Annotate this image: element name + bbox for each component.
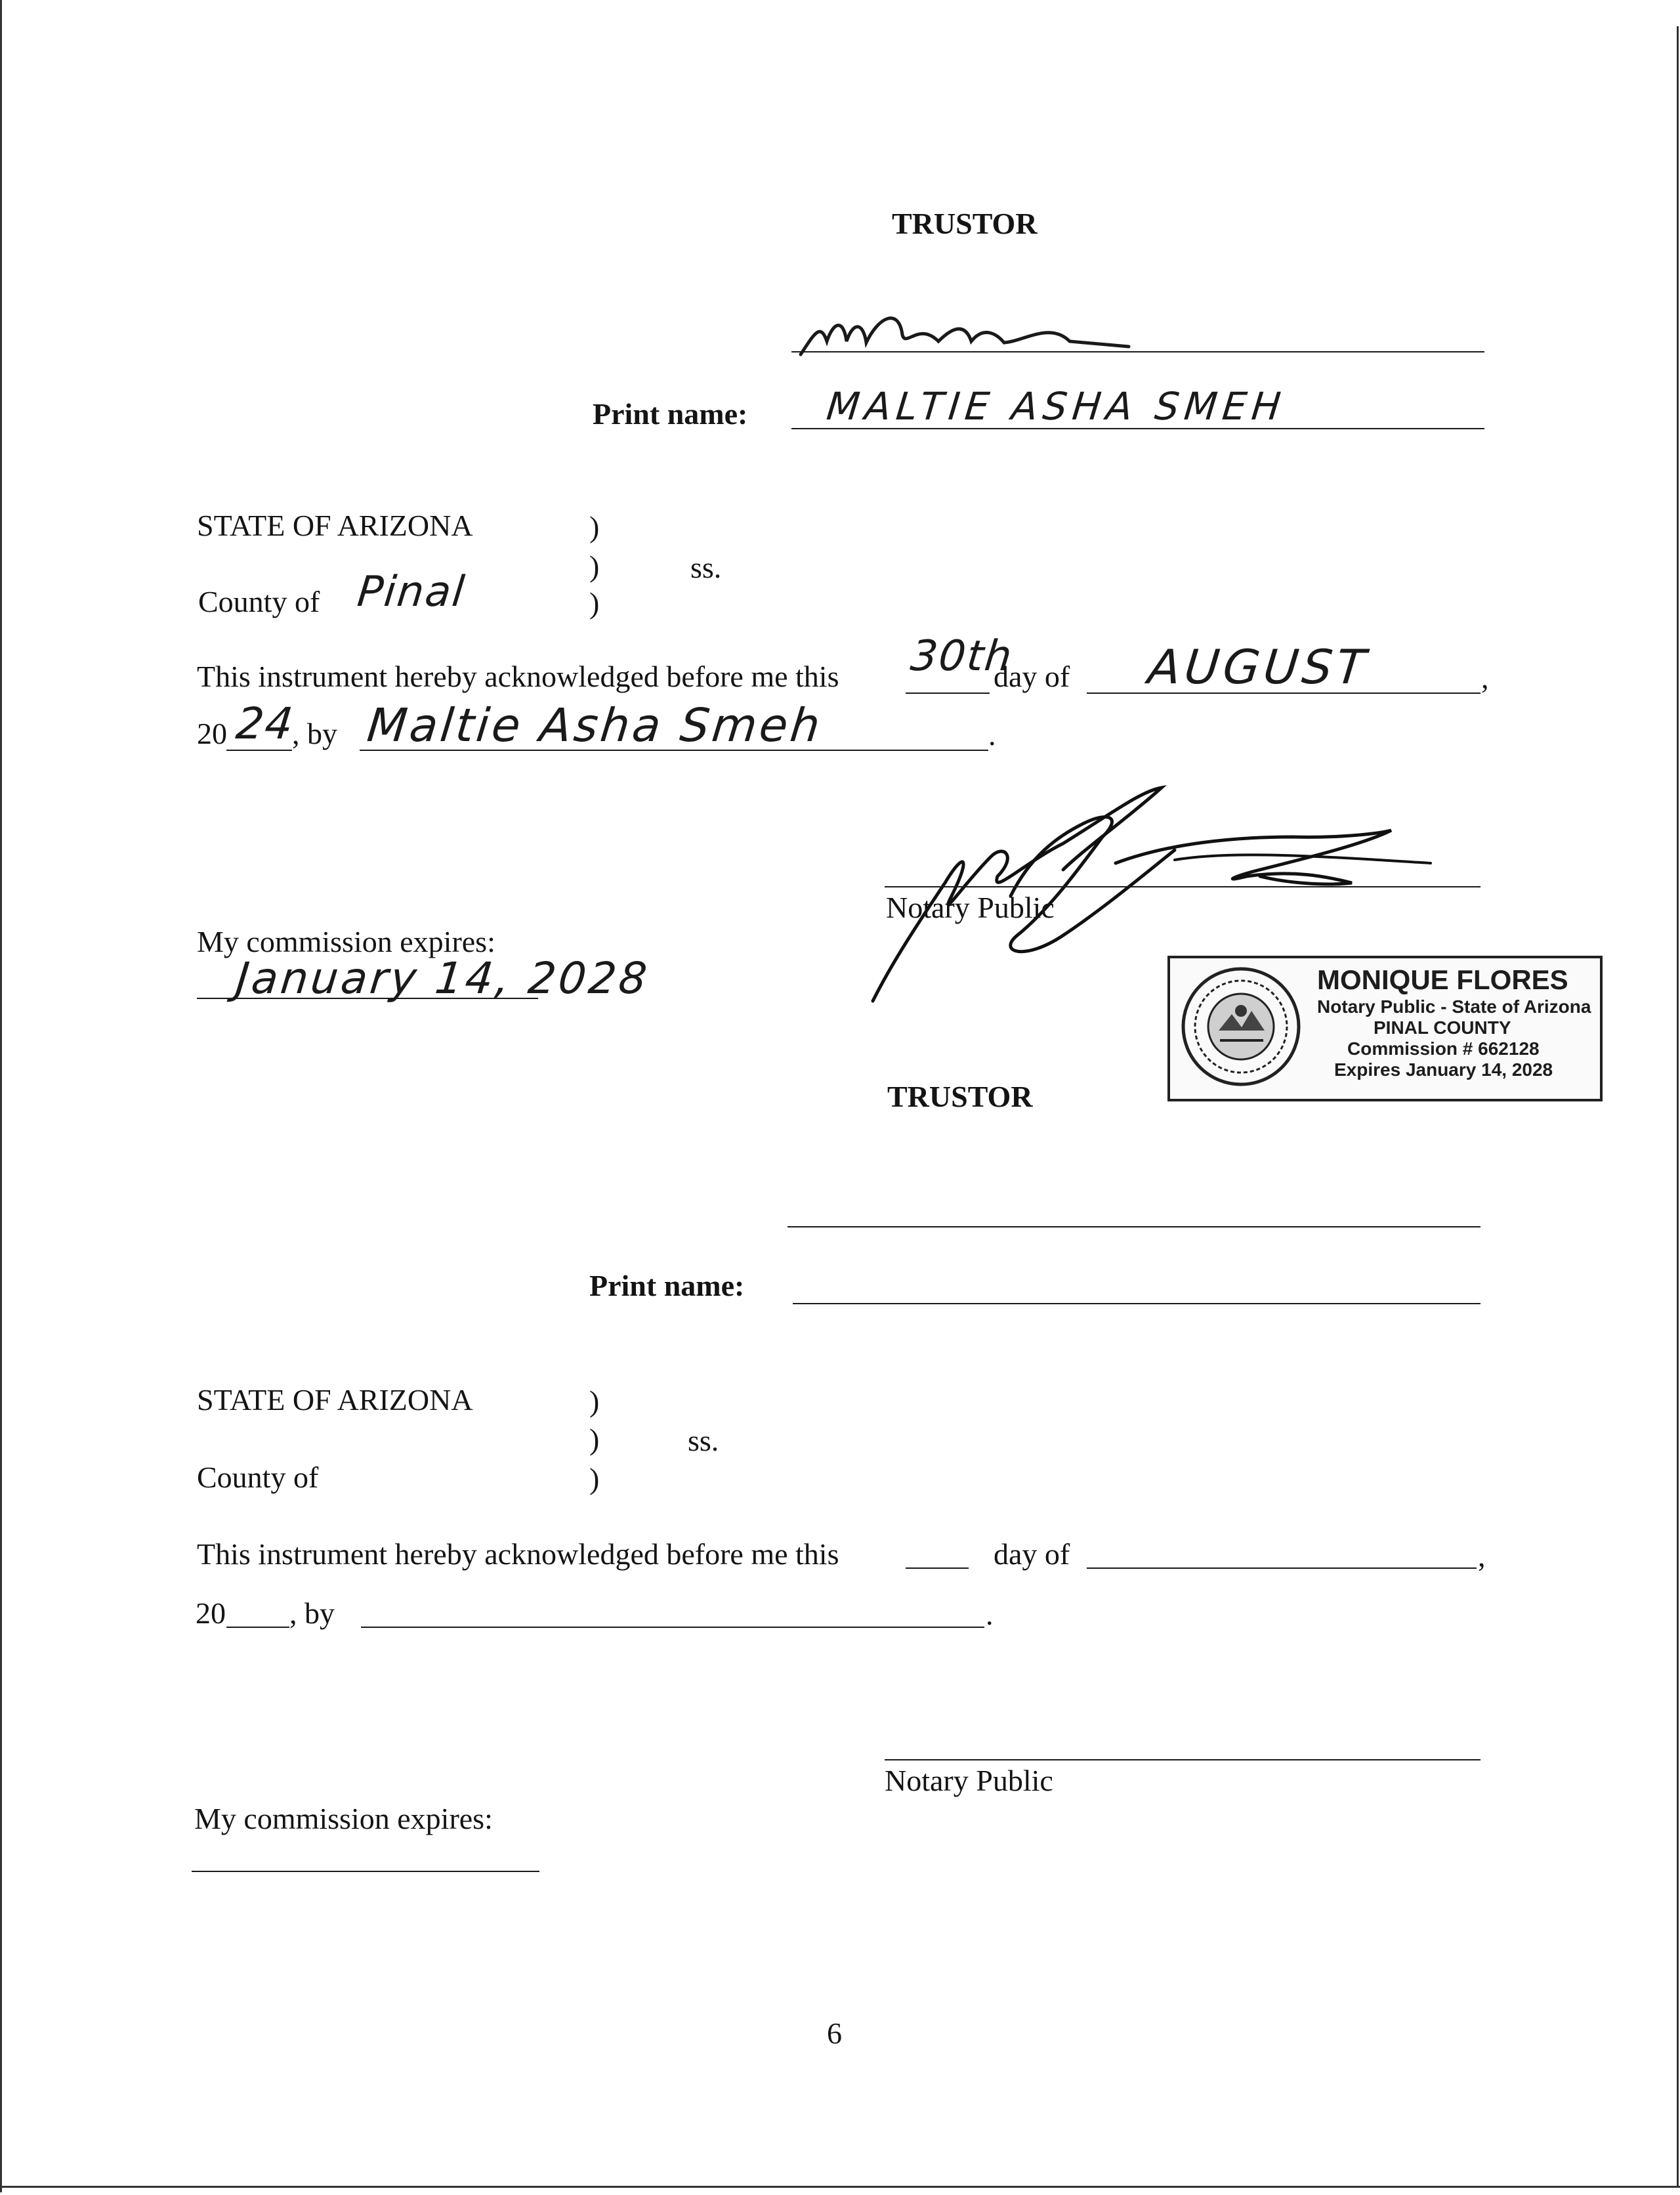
year-line-2 — [226, 1627, 289, 1628]
commission-line — [197, 998, 538, 999]
by-value: Maltie Asha Smeh — [364, 698, 826, 752]
county-label: County of — [198, 585, 320, 618]
by-line-2 — [361, 1627, 984, 1628]
trustor-heading: TRUSTOR — [892, 207, 1038, 240]
month-line — [1087, 693, 1480, 694]
paren-5: ) — [589, 1422, 600, 1456]
day-line — [906, 693, 990, 694]
ack-text-2: This instrument hereby acknowledged before me this — [197, 1537, 839, 1571]
notary-public-label-2: Notary Public — [885, 1764, 1053, 1797]
ack-text: This instrument hereby acknowledged before me this — [197, 660, 839, 693]
print-name-value: MALTIE ASHA SMEH — [824, 384, 1288, 429]
month-line-2 — [1087, 1567, 1477, 1569]
county-value: Pinal — [355, 568, 468, 616]
year-prefix: 20 — [197, 717, 227, 750]
commission-label-2: My commission expires: — [194, 1802, 493, 1835]
year-prefix-2: 20 — [196, 1596, 226, 1630]
by-period: . — [988, 718, 996, 752]
page-border-bottom — [0, 2186, 1680, 2188]
stamp-line-3: Commission # 662128 — [1347, 1038, 1540, 1059]
stamp-line-2: PINAL COUNTY — [1374, 1017, 1511, 1038]
day-value: 30th — [908, 632, 1015, 681]
ss-label-2: ss. — [688, 1424, 719, 1457]
arizona-seal-icon — [1179, 965, 1303, 1088]
print-name-line-2 — [793, 1303, 1480, 1304]
year-value: 24 — [234, 698, 297, 749]
notary-stamp — [1167, 956, 1603, 1101]
print-name-line — [791, 428, 1484, 429]
county-label-2: County of — [197, 1460, 319, 1494]
month-comma-2: , — [1478, 1539, 1486, 1573]
year-line — [226, 750, 292, 751]
state-of-arizona-2: STATE OF ARIZONA — [197, 1383, 473, 1417]
day-of-label: day of — [994, 660, 1070, 693]
print-name-label-2: Print name: — [589, 1269, 745, 1302]
paren-2: ) — [589, 549, 600, 583]
print-name-label: Print name: — [593, 397, 748, 431]
page-border-right — [1677, 26, 1679, 2186]
commission-value: January 14, 2028 — [234, 953, 652, 1004]
trustor-signature-line-2 — [788, 1226, 1480, 1227]
by-label-2: , by — [289, 1596, 335, 1630]
paren-1: ) — [589, 510, 600, 543]
paren-4: ) — [589, 1384, 600, 1418]
notary-public-label: Notary Public — [886, 891, 1055, 924]
stamp-line-4: Expires January 14, 2028 — [1334, 1059, 1553, 1080]
stamp-name: MONIQUE FLORES — [1317, 964, 1568, 995]
commission-line-2 — [192, 1871, 539, 1872]
page-number: 6 — [827, 2016, 842, 2050]
month-value: AUGUST — [1145, 639, 1372, 694]
by-period-2: . — [986, 1598, 994, 1631]
commission-label: My commission expires: — [197, 925, 495, 958]
paren-3: ) — [589, 586, 600, 620]
day-of-label-2: day of — [994, 1537, 1070, 1571]
trustor-heading-2: TRUSTOR — [887, 1080, 1033, 1113]
notary-signature-line-2 — [885, 1759, 1480, 1760]
day-line-2 — [906, 1567, 969, 1569]
page-border-left — [0, 0, 2, 2192]
by-label: , by — [292, 717, 337, 750]
stamp-line-1: Notary Public - State of Arizona — [1317, 996, 1591, 1017]
ss-label: ss. — [690, 551, 722, 584]
trustor-signature-line — [791, 351, 1484, 352]
by-line — [360, 750, 988, 751]
month-comma: , — [1481, 661, 1489, 694]
state-of-arizona: STATE OF ARIZONA — [197, 509, 473, 542]
paren-6: ) — [589, 1462, 600, 1495]
notary-signature-line — [885, 886, 1480, 887]
